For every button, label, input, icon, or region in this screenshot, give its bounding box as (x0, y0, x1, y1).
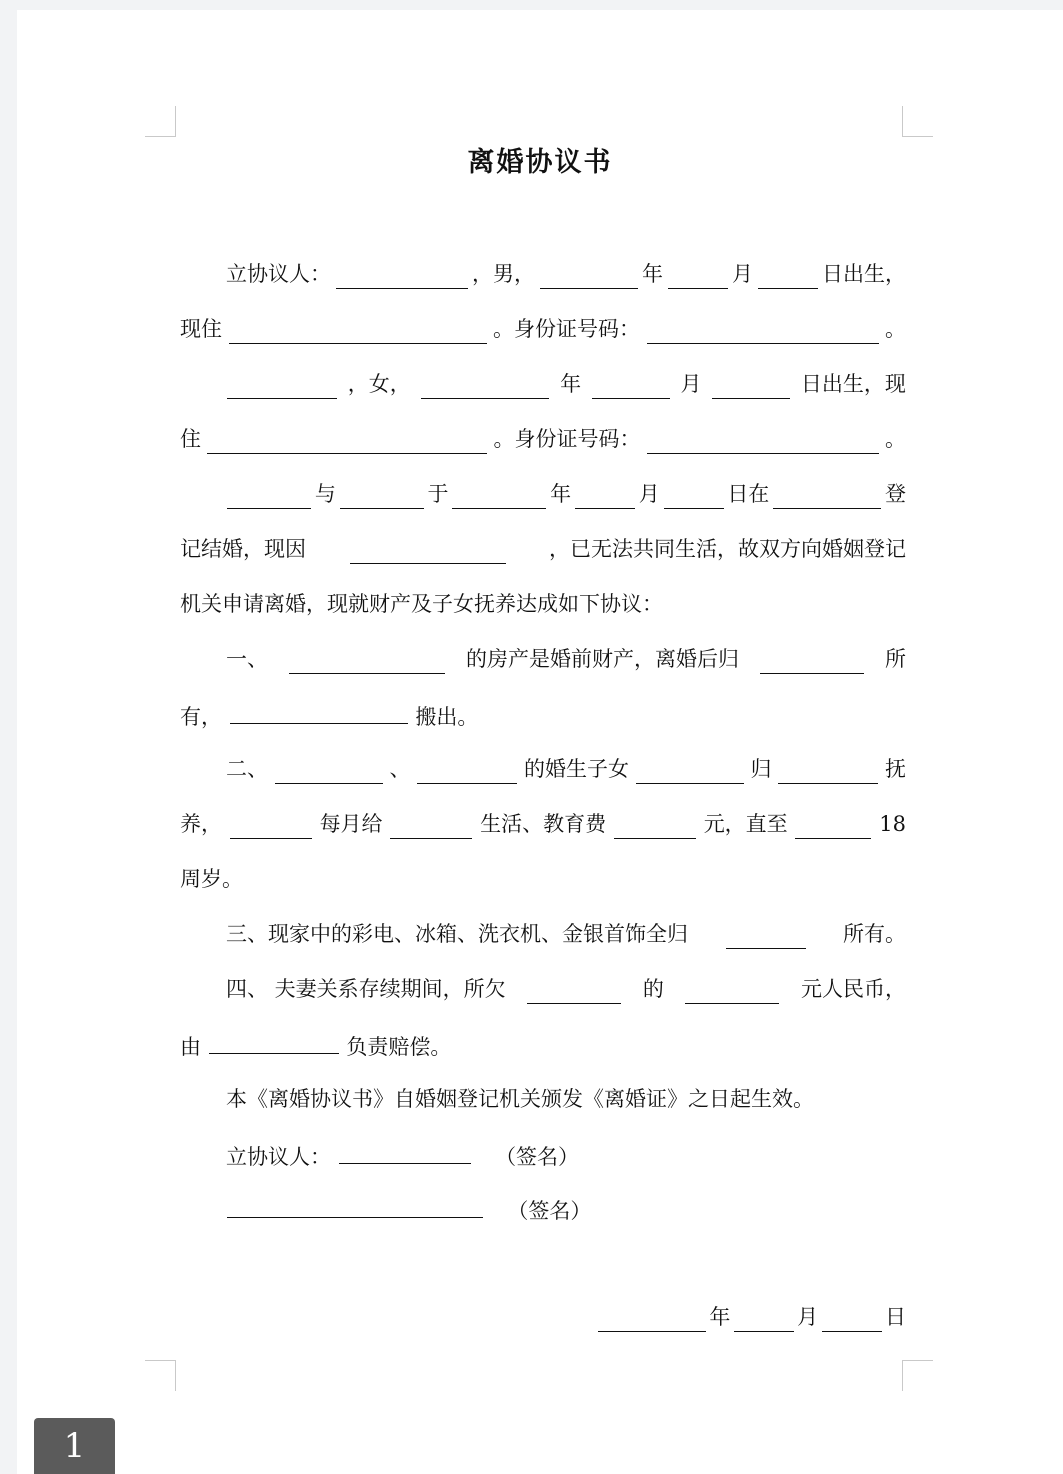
address-blank[interactable] (229, 319, 487, 344)
birth-month-blank[interactable] (668, 264, 728, 289)
agreement-intro-line: 机关申请离婚，现就财产及子女抚养达成如下协议： (180, 592, 663, 616)
party-b-blank[interactable] (340, 484, 424, 509)
month-blank[interactable] (575, 484, 635, 509)
text: 由 (180, 1035, 201, 1059)
crop-mark-bottom-left (145, 1360, 176, 1391)
text: 与 (314, 482, 336, 506)
text: 年 (709, 1305, 731, 1329)
text: 归 (750, 757, 772, 781)
payee-blank[interactable] (390, 814, 472, 839)
crop-mark-top-right (902, 106, 933, 137)
year-blank[interactable] (598, 1307, 706, 1332)
clause-one-line (180, 644, 906, 674)
text: ，女， (347, 372, 411, 396)
text: 、 (389, 757, 411, 781)
birth-day-blank[interactable] (758, 264, 818, 289)
text: 养， (180, 812, 222, 836)
crop-mark-bottom-right (902, 1360, 933, 1391)
child-name-blank[interactable] (636, 759, 744, 784)
reason-line (180, 534, 906, 564)
clause-one-continued-line (180, 699, 906, 729)
clause-two-end-line: 周岁。 (180, 867, 243, 891)
id-number-blank[interactable] (647, 429, 879, 454)
clause-two-line (180, 754, 906, 784)
text: 负责赔偿。 (346, 1035, 452, 1059)
text: ，已无法共同生活，故双方向婚姻登记 (549, 537, 906, 561)
text: 于 (427, 482, 449, 506)
party-two-address-line (180, 424, 906, 454)
text: 月 (638, 482, 660, 506)
birth-month-blank[interactable] (592, 374, 670, 399)
address-blank[interactable] (207, 429, 487, 454)
text: 立协议人： (226, 1145, 331, 1169)
clause-four-line (180, 974, 906, 1004)
text: 年 (642, 262, 663, 286)
text: 。 (885, 427, 906, 451)
clause-four-continued-line (180, 1029, 906, 1059)
creditor-blank[interactable] (527, 979, 621, 1004)
signature-line-one (180, 1139, 906, 1169)
child-blank[interactable] (795, 814, 871, 839)
text: 一、 (226, 647, 268, 671)
party-one-line (180, 259, 906, 289)
text: 现住 (180, 317, 222, 341)
text: 所 (885, 647, 906, 671)
text: 记结婚，现因 (180, 537, 306, 561)
text: 登 (884, 482, 906, 506)
month-blank[interactable] (734, 1307, 794, 1332)
text: ，男， (472, 262, 535, 286)
text: 日 (884, 1305, 906, 1329)
crop-mark-top-left (145, 106, 176, 137)
birth-year-blank[interactable] (540, 264, 638, 289)
text: 搬出。 (415, 705, 479, 729)
text: 所有。 (843, 922, 906, 946)
text: 有， (180, 705, 222, 729)
party-one-address-line (180, 314, 906, 344)
text: （签名） (507, 1199, 592, 1223)
text: 三、现家中的彩电、冰箱、洗衣机、金银首饰全归 (226, 922, 688, 946)
text: 的婚生子女 (524, 757, 629, 781)
year-blank[interactable] (452, 484, 546, 509)
day-blank[interactable] (664, 484, 724, 509)
signature-blank[interactable] (227, 1193, 483, 1218)
document-page (17, 10, 1063, 1474)
date-line (597, 1302, 906, 1332)
reason-blank[interactable] (350, 539, 506, 564)
text: 四、 夫妻关系存续期间，所欠 (226, 977, 506, 1001)
text: 日出生，现 (800, 372, 906, 396)
effective-date-clause: 本《离婚协议书》自婚姻登记机关颁发《离婚证》之日起生效。 (226, 1087, 814, 1111)
owner-blank[interactable] (760, 649, 864, 674)
text: 月 (797, 1305, 819, 1329)
owner-blank[interactable] (726, 924, 806, 949)
party-a-blank[interactable] (227, 484, 311, 509)
marriage-registration-line (180, 479, 906, 509)
page-number-badge: 1 (34, 1418, 115, 1474)
text: 抚 (885, 757, 906, 781)
text: 。 (885, 317, 906, 341)
clause-two-support-line (180, 809, 906, 839)
id-number-blank[interactable] (647, 319, 879, 344)
text: 住 (180, 427, 201, 451)
text: 每月给 (319, 812, 383, 836)
text: （签名） (495, 1145, 580, 1169)
text: 生活、教育费 (480, 812, 607, 836)
text: 。身份证号码： (493, 317, 640, 341)
text: 二、 (226, 757, 268, 781)
text: 18 (879, 812, 906, 836)
text: 的 (642, 977, 664, 1001)
custodian-blank[interactable] (778, 759, 878, 784)
text: 立协议人： (226, 262, 331, 286)
signature-blank[interactable] (339, 1139, 471, 1164)
debt-amount-blank[interactable] (685, 979, 779, 1004)
party-two-line (180, 369, 906, 399)
parent-a-blank[interactable] (275, 759, 383, 784)
document-title: 离婚协议书 (467, 147, 613, 178)
payer-blank[interactable] (230, 814, 312, 839)
text: 元人民币， (801, 977, 906, 1001)
birth-day-blank[interactable] (712, 374, 790, 399)
responsible-party-blank[interactable] (209, 1029, 339, 1054)
moving-out-party-blank[interactable] (230, 699, 408, 724)
amount-blank[interactable] (614, 814, 696, 839)
text: 年 (550, 482, 572, 506)
text: 年 (560, 372, 582, 396)
parent-b-blank[interactable] (417, 759, 517, 784)
name-blank[interactable] (227, 374, 337, 399)
signature-line-two (180, 1193, 906, 1223)
text: 日出生， (822, 262, 906, 286)
name-blank[interactable] (336, 264, 468, 289)
text: 的房产是婚前财产，离婚后归 (466, 647, 739, 671)
text: 元，直至 (703, 812, 788, 836)
day-blank[interactable] (822, 1307, 882, 1332)
clause-three-line (180, 919, 906, 949)
property-blank[interactable] (289, 649, 445, 674)
location-blank[interactable] (773, 484, 881, 509)
text: 。身份证号码： (493, 427, 641, 451)
birth-year-blank[interactable] (421, 374, 549, 399)
text: 日在 (727, 482, 770, 506)
text: 月 (680, 372, 702, 396)
text: 月 (732, 262, 753, 286)
